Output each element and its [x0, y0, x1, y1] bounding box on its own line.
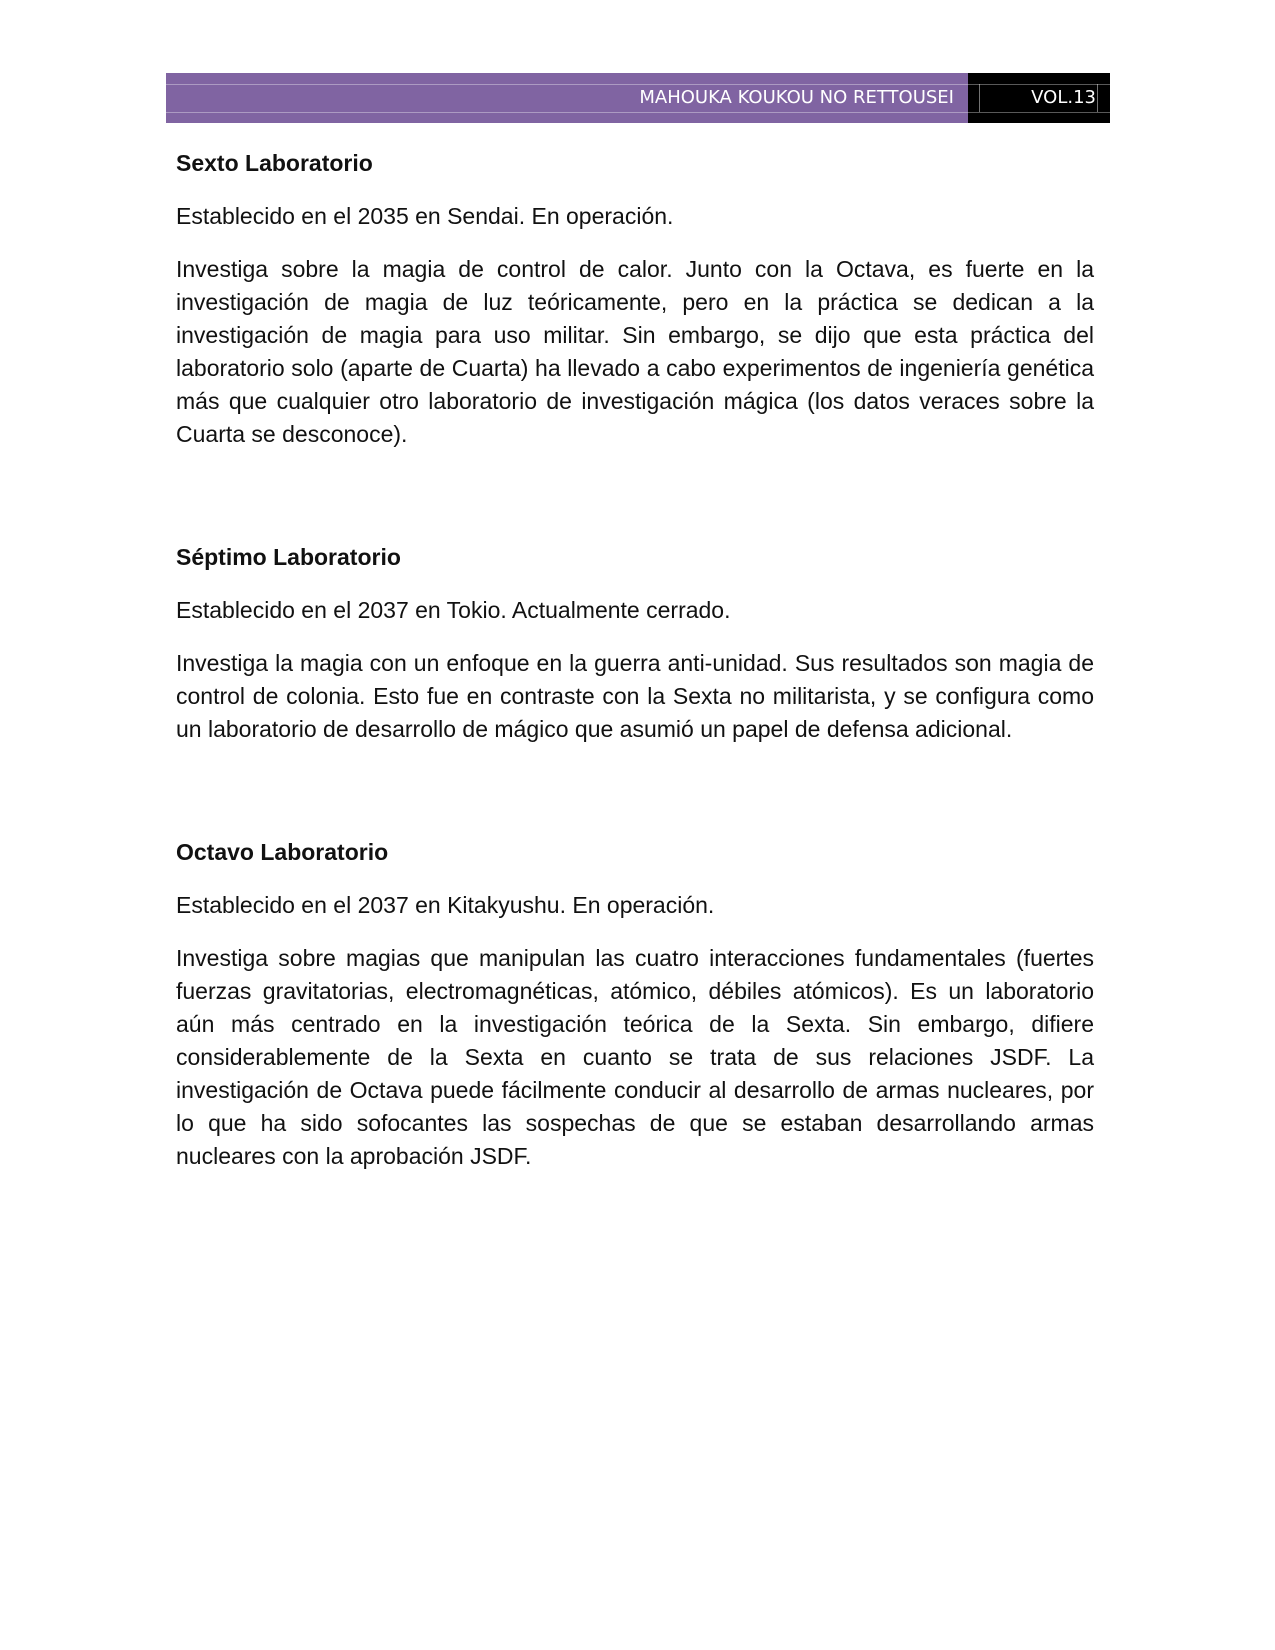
section-spacer [176, 451, 1094, 542]
section-established: Establecido en el 2035 en Sendai. En operación. [176, 203, 674, 229]
volume-label: VOL.13 [1031, 87, 1096, 108]
header-title-band [166, 73, 968, 123]
header-volume-box [968, 73, 1110, 123]
section-established: Establecido en el 2037 en Tokio. Actualmente cerrado. [176, 597, 731, 623]
section-octavo [176, 837, 1094, 1173]
header-rule-bottom [166, 112, 968, 113]
volume-rule-bottom [968, 112, 1110, 113]
page-header [166, 73, 1110, 123]
section-established: Establecido en el 2037 en Kitakyushu. En operación. [176, 892, 715, 918]
series-title: MAHOUKA KOUKOU NO RETTOUSEI [639, 87, 954, 108]
section-title: Séptimo Laboratorio [176, 544, 401, 570]
document-body [176, 148, 1094, 1173]
section-body: Investiga la magia con un enfoque en la guerra anti-unidad. Sus resultados son magia de control de colonia. Esto fue en contraste con la Sexta no militarista, y se configura como un laboratorio de desarrollo de mágico que asumió un papel de defensa adicional. [176, 650, 1094, 742]
volume-rule-right [1097, 84, 1098, 112]
volume-rule-left [979, 84, 980, 112]
section-title: Sexto Laboratorio [176, 150, 373, 176]
section-septimo [176, 542, 1094, 746]
section-sexto [176, 148, 1094, 451]
section-body: Investiga sobre la magia de control de calor. Junto con la Octava, es fuerte en la investigación de magia de luz teóricamente, pero en la práctica se dedican a la investigación de magia para uso militar. Sin embargo, se dijo que esta práctica del laboratorio solo (aparte de Cuarta) ha llevado a cabo experimentos de ingeniería genética más que cualquier otro laboratorio de investigación mágica (los datos veraces sobre la Cuarta se desconoce). [176, 256, 1094, 447]
section-spacer [176, 746, 1094, 837]
section-title: Octavo Laboratorio [176, 839, 389, 865]
section-body: Investiga sobre magias que manipulan las cuatro interacciones fundamentales (fuertes fuerzas gravitatorias, electromagnéticas, atómico, débiles atómicos). Es un laboratorio aún más centrado en la investigación teórica de la Sexta. Sin embargo, difiere considerablemente de la Sexta en cuanto se trata de sus relaciones JSDF. La investigación de Octava puede fácilmente conducir al desarrollo de armas nucleares, por lo que ha sido sofocantes las sospechas de que se estaban desarrollando armas nucleares con la aprobación JSDF. [176, 945, 1094, 1169]
